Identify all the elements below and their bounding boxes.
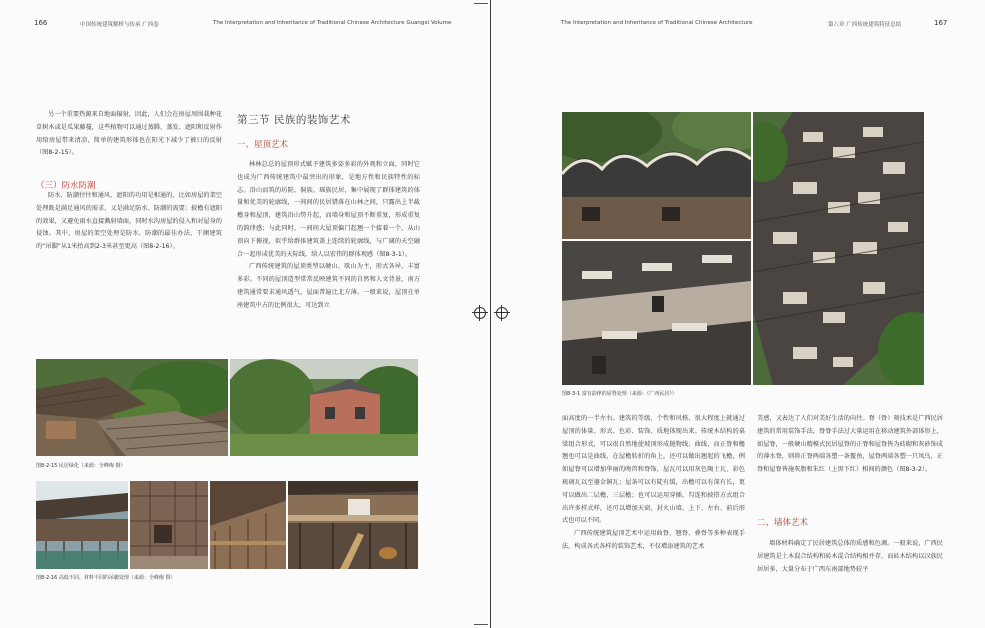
right-page [493, 0, 985, 628]
crop-mark-bottom-left [474, 624, 488, 625]
left-page-number: 166 [34, 19, 48, 27]
photo-stepped-walls [562, 241, 751, 385]
caption-8-3-1: 图8-3-1 富有韵律的屋脊处理（来源：《广西民居》） [562, 391, 677, 397]
left-col2-paras: 林林总总的屋顶形式赋予建筑多姿多彩的外观和立面，同时它也成为广西传统建筑中最突出的形象，是地方性和民族特性的标志。沿山而筑的坊院、侗族、瑶族民居，集中展现了群体建筑的体量和优美的轮廓线，一间间的民居错落在山林之间，只露出上半截檐身和屋顶，建筑沿山势升起，而墙身和屋顶不断重复，形成重复的韵律感；与此同时，一间间大屋顶偏门起翘一个接着一个，从山顶向下俯视，似乎给群体建筑盖上连续的轮廓线，与广阔的天空融合一起形成优美的天际线，给人以宏伟的群体观感（图8-3-1）。 广西传统建筑的屋顶类型以硬山、歇山为主，形式各异，丰富多彩。不同的屋顶造型常常反映建筑不同的自然和人文背景，南方建筑通常要求通风透气，屋面普遍比北方薄。一般来说，屋顶在单座建筑中占的比例很大，可达到立 [237, 161, 420, 309]
left-col1-para1: 另一个重要热源来自地面辐射，因此，人们会在房屋周围栽种花草树木或是瓜果藤蔓，这些植物可以通过蒸腾、蒸发、遮阳和反射作用给房屋带来清凉，简单的建筑形体也在阳光下减少了被日的反射（图8-2-15）。 [36, 111, 222, 157]
photo-corridor-balcony [210, 481, 286, 569]
photo-green-courtyard [230, 359, 418, 456]
subheading-waterproof: （三）防水防潮 [36, 181, 96, 191]
left-header-en: The Interpretation and Inheritance of Traditional Chinese Architecture Guangxi Volume [213, 20, 452, 26]
left-col1-para2: 防水、防潮往往和通风、遮阳的功用是相通的，比如房屋的架空处理既是满足通风的需求，又是满足防水、防潮的需要；披檐有遮阳的效果，又避免雨水直接溅射墙面，同时水沟房屋的侵入和对屋身的侵蚀。其中，房屋的架空处理是防水、防潮的最佳办法，干阑建筑的“吊脚”从1米抬高到2-3米甚至更高（图8-2-16）。 [36, 192, 222, 251]
caption-8-2-15: 图8-2-15 民居绿化（来源：全峰梅 摄） [36, 463, 126, 469]
section-title: 第三节 民族的装饰艺术 [237, 114, 351, 126]
photo-stilt-house-livestock [288, 481, 418, 569]
right-header-en: The Interpretation and Inheritance of Traditional Chinese Architecture [561, 20, 753, 26]
left-page [0, 0, 488, 628]
registration-mark-right [496, 307, 508, 319]
subsection-wall-art: 二、墙体艺术 [757, 518, 809, 528]
right-col2-para1: 美感，又表达了人们对美好生活的向往。脊（脊）刻技术是广西民居建筑的常用装饰手法，脊脊手法过大量运用在移动建筑外部体形上，如屋脊，一般硬山精模式民居屋脊的正脊和屋脊皆为砖砌和灰砂饰成的薄水脊，则将正脊两端各塑一条鳌鱼，屋脊两端各塑一只凤鸟，正脊和屋脊皆施灰脂和朱红（上黑下红）相间的颜色（图8-3-2）。 [757, 415, 943, 474]
photo-curved-gables [562, 112, 751, 239]
registration-mark-left [474, 307, 486, 319]
left-header-cn: 中国传统建筑解析与传承 广西卷 [80, 22, 159, 28]
right-col2-para2: 墙体材料确定了民居建筑总体的质感和色调。一般来说，广西民居建筑是土木混合结构和砖木混合结构相并存，而砖木结构以汉族民居居多，大量分布于广西东南部地势较平 [757, 540, 943, 573]
photo-village-roofs [36, 359, 228, 456]
photo-aerial-village [753, 112, 924, 385]
subsection-roof-art: 一、屋顶艺术 [237, 140, 289, 150]
crop-mark-top-left [474, 3, 488, 4]
photo-wooden-facade [130, 481, 208, 569]
photo-stilt-house-river [36, 481, 128, 569]
caption-8-2-16: 图8-2-16 高低不同、材料不同的吊脚处理（来源：全峰梅 摄） [36, 575, 176, 581]
right-page-number: 167 [934, 19, 948, 27]
right-col1-paras: 面高度的一半左右。建筑的等级、个性和风格，很大程度上就通过屋顶的体量、形式、色彩、装饰、质地体现出来。传统木结构的桌梁组合形式，可以很自然地使坡顶形成抛物线、曲线，而正脊和檐翘也可以是曲线，在屋檐转折的角上，还可以做出翘起的飞檐，例如屋脊可以增加华丽的吻兽和脊饰，屋瓦可以用灰色陶土瓦、彩色琉璃瓦以至鎏金铜瓦；屋条可以有陡有缓，出檐可以有深有长，更可以做出二层檐、三层檐；也可以运用穿插、勾连和披搭方式组合出许多样式样，还可以增加天窗、封火山墙，上下、左右、前后形式也可以不同。 广西传统建筑屋顶艺术中运用曲脊、翘脊、叠脊等多种表现手法，构成各式各样的装饰艺术，不仅增添建筑的艺术 [562, 415, 745, 550]
right-header-cn: 第八章 广西传统建筑特征总结 [828, 22, 902, 28]
